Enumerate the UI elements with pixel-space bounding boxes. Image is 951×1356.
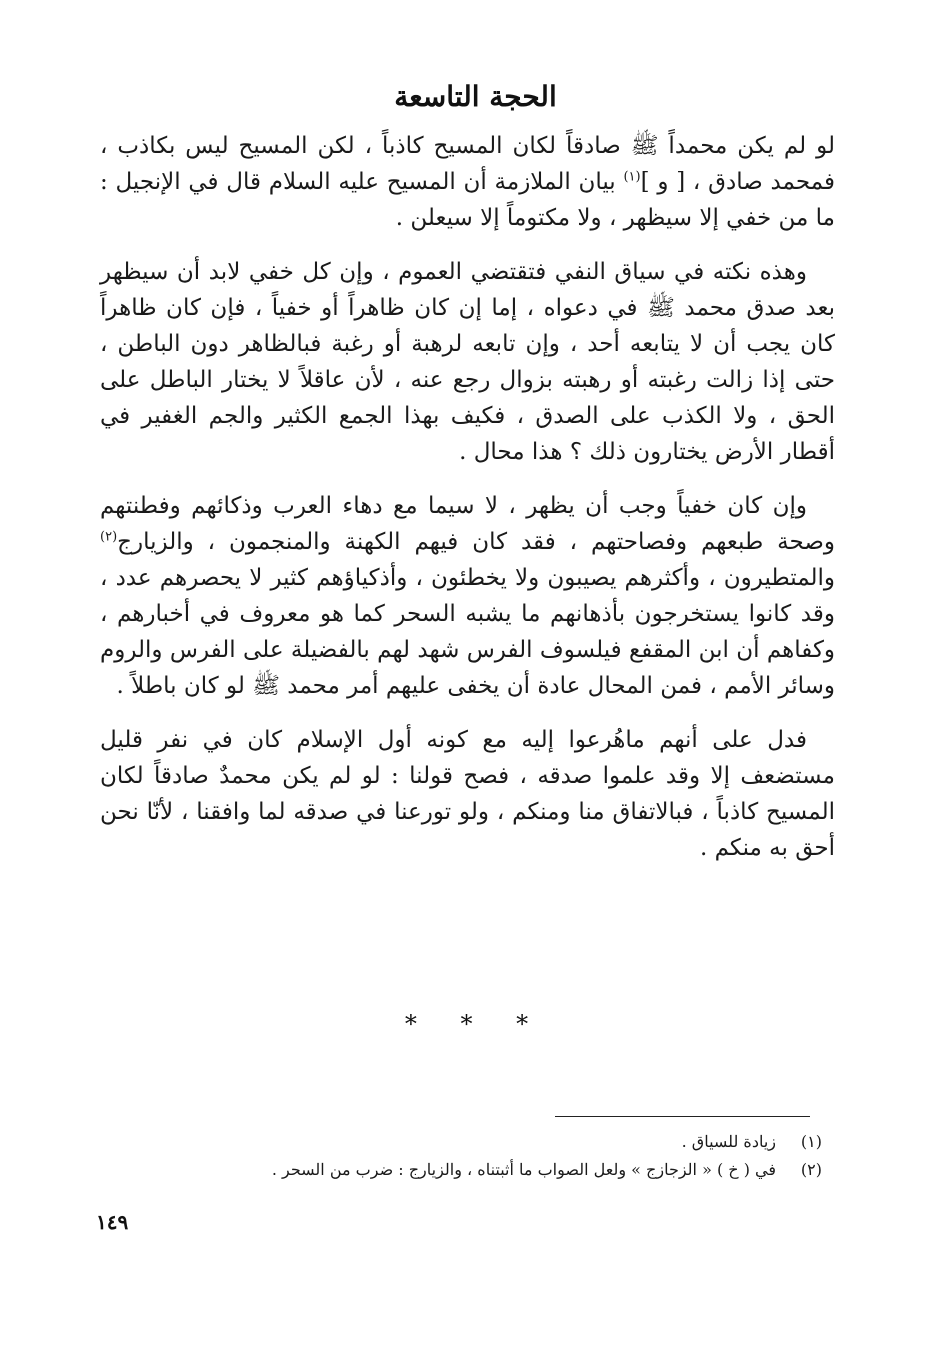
paragraph-2-text: وهذه نكته في سياق النفي فتقتضي العموم ، وإن كل خفي لابد أن سيظهر بعد صدق محمد ﷺ في دعواه ، إما إن كان ظاهراً أو خفياً ، فإن كان ظاهراً كان يجب أن لا يتابعه أحد ، وإن تابعه لرهبة أو رغبة فبالظاهر دون الباطن ، حتى إذا زالت رغبته أو رهبته بزوال رجع عنه ، لأن عاقلاً لا يختار الباطل على الحق ، ولا الكذب على الصدق ، فكيف بهذا الجمع الكثير والجم الغفير في أقطار الأرض يختارون ذلك ؟ هذا محال . bbox=[100, 259, 835, 465]
footnote-2 bbox=[150, 1156, 822, 1184]
footnote-1-text: زيادة للسياق . bbox=[681, 1132, 776, 1151]
paragraph-3-text: وإن كان خفياً وجب أن يظهر ، لا سيما مع دهاء العرب وذكائهم وفطنتهم وصحة طبعهم وفصاحتهم ، فقد كان فيهم الكهنة والمنجمون ، والزيارج bbox=[100, 493, 835, 555]
paragraph-3 bbox=[100, 488, 835, 704]
section-title: الحجة التاسعة bbox=[394, 80, 557, 113]
paragraph-3-text-cont: والمتطيرون ، وأكثرهم يصيبون ولا يخطئون ، وأذكياؤهم كثير لا يحصرهم عدد ، وقد كانوا يستخرجون بأذهانهم ما يشبه السحر كما هو معروف في أخبارهم ، وكفاهم أن ابن المقفع فيلسوف الفرس شهد لهم بالفضيلة على الفرس والروم وسائر الأمم ، فمن المحال عادة أن يخفى عليهم أمر محمد ﷺ لو كان باطلاً . bbox=[100, 565, 835, 699]
footnote-2-number: (٢) bbox=[800, 1160, 822, 1179]
footnote-ref-1[interactable]: (١) bbox=[623, 169, 641, 185]
footnote-1-number: (١) bbox=[800, 1132, 822, 1151]
page-number: ١٤٩ bbox=[96, 1210, 129, 1234]
paragraph-1-text: لو لم يكن محمداً ﷺ صادقاً لكان المسيح كاذباً ، لكن المسيح ليس بكاذب ، فمحمد صادق ، [ و ] bbox=[100, 133, 835, 195]
footnote-ref-2[interactable]: (٢) bbox=[100, 529, 118, 545]
footnote-divider bbox=[555, 1116, 810, 1117]
section-separator: * * * bbox=[404, 1010, 547, 1038]
footnote-2-text: في ( خ ) « الزجازج » ولعل الصواب ما أثبتناه ، والزيارج : ضرب من السحر . bbox=[271, 1160, 776, 1179]
footnotes bbox=[150, 1128, 822, 1184]
paragraph-2 bbox=[100, 254, 835, 470]
footnote-1 bbox=[150, 1128, 822, 1156]
paragraph-1-text-cont: بيان الملازمة أن المسيح عليه السلام قال في الإنجيل : ما من خفي إلا سيظهر ، ولا مكتوماً إلا سيعلن . bbox=[100, 169, 835, 231]
paragraph-4 bbox=[100, 722, 835, 866]
main-text bbox=[100, 128, 835, 884]
paragraph-4-text: فدل على أنهم ماهُرعوا إليه مع كونه أول الإسلام كان في نفر قليل مستضعف إلا وقد علموا صدقه ، فصح قولنا : لو لم يكن محمدٌ صادقاً لكان المسيح كاذباً ، فبالاتفاق منا ومنكم ، ولو تورعنا في صدقه لما وافقنا ، لأنّا نحن أحق به منكم . bbox=[100, 727, 835, 861]
paragraph-1 bbox=[100, 128, 835, 236]
